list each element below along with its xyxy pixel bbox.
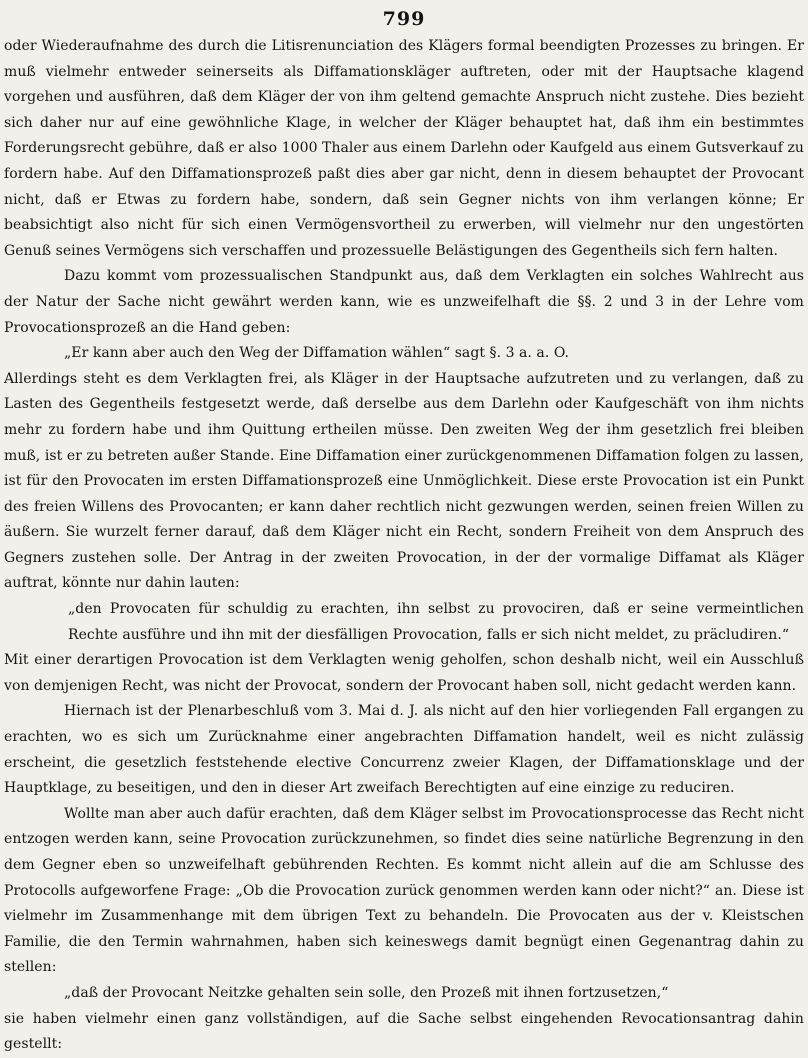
quote-2: „den Provocaten für schuldig zu erachten, ihn selbst zu provociren, daß er seine vermeintlichen Rechte ausführe und ihn mit der diesfälligen Provocation, falls er sich nicht meldet, zu präcludiren.“ <box>68 601 804 643</box>
paragraph-1: oder Wiederaufnahme des durch die Litisrenunciation des Klägers formal beendigten Prozesses zu bringen. Er muß vielmehr entweder seinerseits als Diffamationskläger auftreten, oder mit der Hauptsache klagend vorgehen und ausführen, daß dem Kläger der von ihm geltend gemachte Anspruch nicht zustehe. Dies bezieht sich daher nur auf eine gewöhnliche Klage, in welcher der Kläger behauptet hat, daß ihm ein bestimmtes Forderungsrecht gebühre, daß er also 1000 Thaler aus einem Darlehn oder Kaufgeld aus einem Gutsverkauf zu fordern habe. Auf den Diffamationsprozeß paßt dies aber gar nicht, denn in diesem behauptet der Provocant nicht, daß er Etwas zu fordern habe, sondern, daß sein Gegner nichts von ihm verlangen könne; Er beabsichtigt also nicht für sich einen Vermögensvortheil zu erwerben, will vielmehr nur den ungestörten Genuß seines Vermögens sich verschaffen und prozessuelle Belästigungen des Gegentheils sich fern halten. <box>4 38 804 259</box>
text-body <box>4 34 804 1058</box>
paragraph-2: Dazu kommt vom prozessualischen Standpunkt aus, daß dem Verklagten ein solches Wahlrecht aus der Natur der Sache nicht gewährt werden kann, wie es unzweifelhaft die §§. 2 und 3 in der Lehre vom Provocationsprozeß an die Hand geben: <box>4 268 804 336</box>
quote-1: „Er kann aber auch den Weg der Diffamation wählen“ sagt §. 3 a. a. O. <box>64 345 570 362</box>
paragraph-6: Wollte man aber auch dafür erachten, daß dem Kläger selbst im Provocationsprocesse das Recht nicht entzogen werden kann, seine Provocation zurückzunehmen, so findet dies seine natürliche Begrenzung in den dem Gegner eben so unzweifelhaft gebührenden Rechten. Es kommt nicht allein auf die am Schlusse des Protocolls aufgeworfene Frage: „Ob die Provocation zurück genommen werden kann oder nicht?“ an. Diese ist vielmehr im Zusammenhange mit dem übrigen Text zu behandeln. Die Provocaten aus der v. Kleistschen Familie, die den Termin wahrnahmen, haben sich keineswegs damit begnügt einen Gegenantrag dahin zu stellen: <box>4 805 804 976</box>
paragraph-4: Mit einer derartigen Provocation ist dem Verklagten wenig geholfen, schon deshalb nicht, weil ein Ausschluß von demjenigen Recht, was nicht der Provocat, sondern der Provocant haben soll, nicht gedacht werden kann. <box>4 652 804 694</box>
paragraph-5: Hiernach ist der Plenarbeschluß vom 3. Mai d. J. als nicht auf den hier vorliegenden Fall ergangen zu erachten, wo es sich um Zurücknahme einer angebrachten Diffamation handelt, weil es nicht zulässig erscheint, die gesetzlich feststehende elective Concurrenz zweier Klagen, der Diffamationsklage und der Hauptklage, zu beseitigen, und den in dieser Art zweifach Berechtigten auf eine einzige zu reduciren. <box>4 703 804 797</box>
paragraph-3: Allerdings steht es dem Verklagten frei, als Kläger in der Hauptsache aufzutreten und zu verlangen, daß zu Lasten des Gegentheils festgesetzt werde, daß derselbe aus dem Darlehn oder Kaufgeschäft von ihm nichts mehr zu fordern habe und ihm Quittung ertheilen müsse. Den zweiten Weg der ihm gesetzlich frei bleiben muß, ist er zu betreten außer Stande. Eine Diffamation einer zurückgenommenen Diffamation folgen zu lassen, ist für den Provocaten im ersten Diffamationsprozeß eine Unmöglichkeit. Diese erste Provocation ist ein Punkt des freien Willens des Provocanten; er kann daher rechtlich nicht gezwungen werden, seinen freien Willen zu äußern. Sie wurzelt ferner darauf, daß dem Kläger nicht ein Recht, sondern Freiheit von dem Anspruch des Gegners zustehen solle. Der Antrag in der zweiten Provocation, in der der vormalige Diffamat als Kläger auftrat, könnte nur dahin lauten: <box>4 370 804 592</box>
paragraph-7: sie haben vielmehr einen ganz vollständigen, auf die Sache selbst eingehenden Revocationsantrag dahin gestellt: <box>4 1010 804 1053</box>
page-number: 799 <box>382 8 426 30</box>
quote-3: „daß der Provocant Neitzke gehalten sein solle, den Prozeß mit ihnen fortzusetzen,“ <box>64 984 669 1001</box>
